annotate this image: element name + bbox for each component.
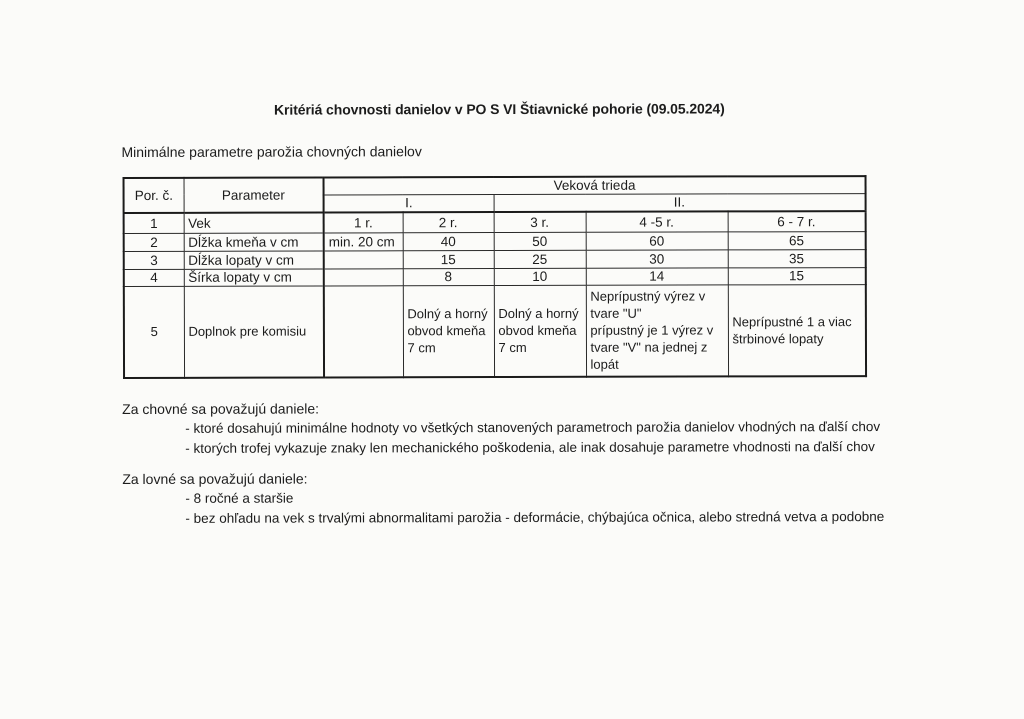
- cell-param: Vek: [184, 212, 324, 232]
- cell-value: 25: [494, 250, 586, 268]
- cell-value: 35: [728, 249, 866, 267]
- cell-value: 10: [494, 268, 586, 285]
- cell-age-5: 6 - 7 r.: [728, 211, 866, 231]
- cell-age-1: 1 r.: [324, 212, 403, 232]
- section-chovne-heading: Za chovné sa považujú daniele:: [122, 400, 320, 418]
- cell-value: 50: [494, 232, 586, 250]
- cell-param: Dĺžka kmeňa v cm: [184, 232, 324, 250]
- cell-num: 1: [124, 213, 184, 233]
- cell-num: 2: [124, 233, 184, 251]
- cell-age-2: 2 r.: [403, 212, 494, 232]
- criteria-table: [123, 175, 868, 379]
- cell-num: 4: [124, 269, 184, 286]
- cell-age-4: 4 -5 r.: [586, 211, 728, 231]
- cell-param: Šírka lopaty v cm: [184, 268, 324, 285]
- cell-param: Dĺžka lopaty v cm: [184, 250, 324, 268]
- header-vekova-trieda: Veková trieda: [324, 176, 866, 194]
- bullet-item: - 8 ročné a staršie: [185, 490, 294, 506]
- header-class-i: I.: [324, 194, 494, 212]
- bullet-item: - bez ohľadu na vek s trvalými abnormalitami parožia - deformácie, chýbajúca očnica, alebo stredná vetva a podobne: [185, 509, 885, 526]
- section-lovne-heading: Za lovné sa považujú daniele:: [122, 470, 308, 488]
- cell-value: 14: [586, 267, 728, 284]
- cell-value: 8: [403, 268, 494, 285]
- document-subtitle: Minimálne parametre parožia chovných danielov: [121, 143, 422, 161]
- cell-value: min. 20 cm: [324, 232, 403, 250]
- cell-param: Doplnok pre komisiu: [184, 285, 324, 377]
- table-row-sirka-lopaty: [124, 267, 866, 286]
- cell-value: Dolný a horný obvod kmeňa 7 cm: [494, 285, 586, 377]
- cell-value: Neprípustný výrez v tvare "U" prípustný je 1 výrez v tvare "V" na jednej z lopát: [586, 284, 728, 376]
- table-row-doplnok: [124, 284, 866, 378]
- cell-value: 15: [403, 250, 494, 268]
- cell-value: 30: [586, 249, 728, 267]
- cell-value: 60: [586, 231, 728, 249]
- header-class-ii: II.: [494, 193, 866, 212]
- document-title: Kritériá chovnosti danielov v PO S VI Štiavnické pohorie (09.05.2024): [274, 100, 725, 118]
- cell-value: [324, 268, 403, 285]
- table-row-dlzka-lopaty: [124, 249, 866, 269]
- cell-num: 5: [124, 286, 184, 378]
- header-por-c: Por. č.: [124, 178, 184, 213]
- bullet-item: - ktorých trofej vykazuje znaky len mechanického poškodenia, ale inak dosahuje parametre vhodnosti na ďalší chov: [185, 439, 875, 456]
- cell-num: 3: [124, 251, 184, 269]
- cell-value: 15: [728, 267, 866, 284]
- cell-age-3: 3 r.: [494, 212, 586, 232]
- header-parameter: Parameter: [184, 177, 324, 212]
- cell-value: Dolný a horný obvod kmeňa 7 cm: [403, 285, 494, 377]
- table-row-dlzka-kmena: [124, 231, 866, 251]
- cell-value: 40: [403, 232, 494, 250]
- cell-value: Neprípustné 1 a viac štrbinové lopaty: [728, 284, 866, 376]
- cell-value: [324, 250, 403, 268]
- table-header-row-1: [124, 176, 866, 195]
- cell-value: 65: [728, 231, 866, 249]
- cell-value: [324, 285, 403, 377]
- table-row-vek: [124, 211, 866, 233]
- bullet-item: - ktoré dosahujú minimálne hodnoty vo všetkých stanovených parametroch parožia danielov vhodných na ďalší chov: [185, 419, 881, 436]
